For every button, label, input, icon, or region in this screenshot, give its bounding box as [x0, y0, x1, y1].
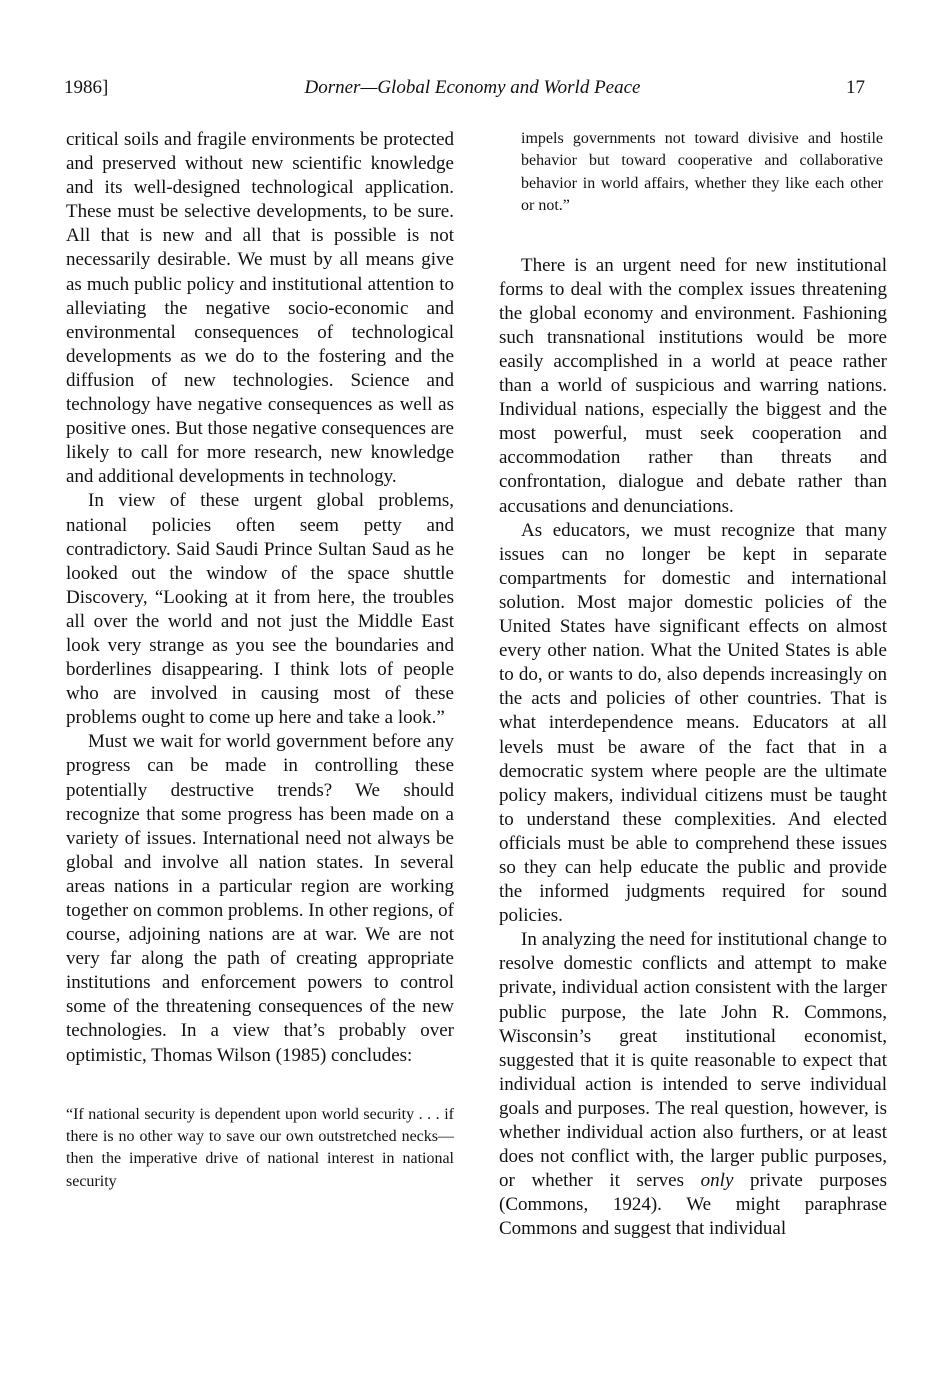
header-year: 1986] — [64, 77, 109, 98]
emphasis-only: only — [700, 1170, 734, 1192]
paragraph-left-3: Must we wait for world government before any progress can be made in controlling these potentially destructive trends? We should recognize that some progress has been made on a variety of issues. International need not always be global and involve all nation states. In several areas nations in a particular region are working together on common problems. In other regions, of course, adjoining nations are at war. We are not very far along the path of creating appropriate institutions and enforcement powers to control some of the threatening consequences of the new technologies. In a view that’s probably over optimistic, Thomas Wilson (1985) concludes: — [66, 731, 454, 1066]
paragraph-right-1: There is an urgent need for new institutional forms to deal with the complex issues threatening the global economy and environment. Fashioning such transnational institutions would be more easily accomplished in a world at peace rather than a world of suspicious and warring nations. Individual nations, especially the biggest and the most powerful, must seek cooperation and accommodation rather than threats and confrontation, dialogue and debate rather than accusations and denunciations. — [499, 254, 887, 517]
right-column — [499, 128, 887, 1241]
left-column — [66, 128, 454, 1193]
paragraph-left-2: In view of these urgent global problems, national policies often seem petty and contradictory. Said Saudi Prince Sultan Saud as he looked out the window of the space shuttle Discovery, “Looking at it from here, the troubles all over the world and not just the Middle East look very strange as you see the boundaries and borderlines disappearing. I think lots of people who are involved in causing most of these problems ought to come up here and take a look.” — [66, 490, 454, 729]
paragraph-right-2: As educators, we must recognize that many issues can no longer be kept in separate compartments for domestic and international solution. Most major domestic policies of the United States have significant effects on almost every other nation. What the United States is able to do, or wants to do, also depends increasingly on the acts and policies of other countries. That is what interdependence means. Educators at all levels must be aware of the fact that in a democratic system where people are the ultimate policy makers, individual citizens must be taught to understand these complexities. And elected officials must be able to comprehend these issues so they can help educate the public and provide the informed judgments required for sound policies. — [499, 519, 887, 927]
block-quote-start: “If national security is dependent upon world security . . . if there is no other way to save our own outstretched necks—then the imperative drive of national interest in national security — [66, 1105, 454, 1190]
header-title: Dorner—Global Economy and World Peace — [304, 77, 641, 98]
paragraph-right-3-start: In analyzing the need for institutional change to resolve domestic conflicts and attempt to make private, individual action consistent with the larger public purpose, the late John R. Commons, Wisconsin’s great institutional economist, suggested that it is quite reasonable to expect that individual action is intended to serve individual goals and purposes. The real question, however, is whether individual action also furthers, or at least does not conflict with, the larger public purposes, or whether it serves — [499, 929, 887, 1192]
paragraph-left-1: critical soils and fragile environments be protected and preserved without new scientific knowledge and its well-designed technological application. These must be selective developments, to be sure. All that is new and all that is possible is not necessarily desirable. We must by all means give as much public policy and institutional attention to alleviating the negative socio-economic and environmental consequences of technological developments as we do to the fostering and the diffusion of new technologies. Science and technology have negative consequences as well as positive ones. But those negative consequences are likely to call for more research, new knowledge and additional developments in technology. — [66, 129, 454, 488]
block-quote-continued: impels governments not toward divisive and hostile behavior but toward cooperative and collaborative behavior in world affairs, whether they like each other or not.” — [521, 130, 883, 215]
page-number: 17 — [846, 77, 865, 98]
paragraph-right-3 — [499, 928, 887, 1241]
paragraph-right-3-end: private purposes (Commons, 1924). We might paraphrase Commons and suggest that individual — [499, 1170, 887, 1240]
